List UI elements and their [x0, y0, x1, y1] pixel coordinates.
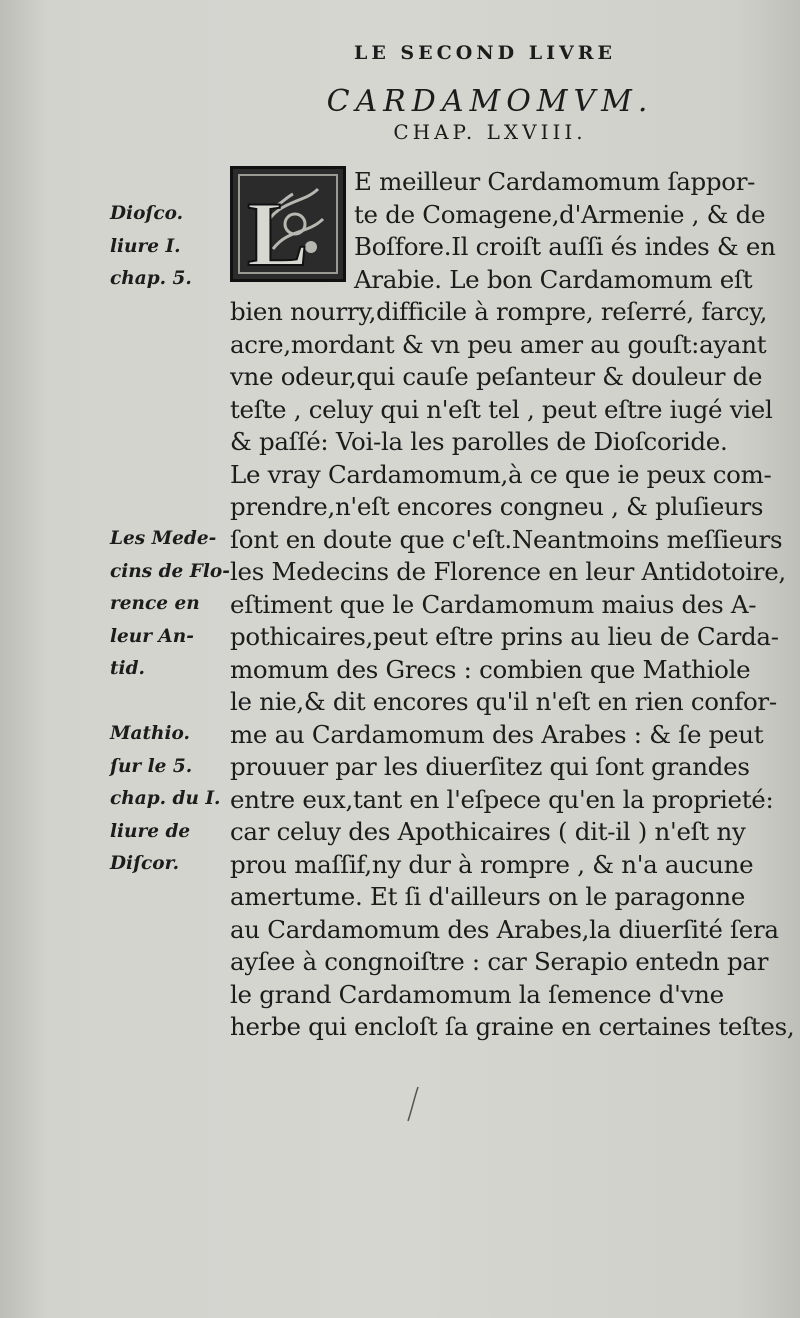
- ink-mark-icon: [400, 1085, 430, 1125]
- text-line: Le vray Cardamomum,à ce que ie peux com-: [230, 459, 772, 489]
- margin-note-line: chap. 5.: [110, 268, 192, 289]
- margin-note-line: Mathio.: [110, 723, 190, 744]
- chapter-number: CHAP. LXVIII.: [393, 120, 587, 144]
- text-line: prendre,n'eſt encores congneu , & pluſieurs: [230, 492, 764, 521]
- margin-note-line: leur An-: [110, 625, 194, 647]
- margin-note-line: Diſcor.: [110, 853, 180, 874]
- text-line: prou maſſif,ny dur à rompre , & n'a aucune: [230, 849, 754, 879]
- body-text: [230, 166, 795, 1044]
- text-line: car celuy des Apothicaires ( dit-il ) n'eſt ny: [230, 817, 746, 846]
- margin-note-line: liure I.: [110, 235, 181, 257]
- margin-note-line: Dioſco.: [110, 203, 184, 224]
- margin-note-line: cins de Flo-: [110, 560, 230, 582]
- text-line: bien nourry,difficile à rompre, reſerré, farcy,: [230, 297, 768, 326]
- text-line: prouuer par les diuerſitez qui ſont grandes: [230, 752, 750, 781]
- text-line: acre,mordant & vn peu amer au gouſt:ayant: [230, 329, 767, 359]
- margin-note-line: ſur le 5.: [110, 755, 193, 777]
- text-line: le nie,& dit encores qu'il n'eſt en rien confor-: [230, 687, 777, 716]
- text-line: & paſſé: Voi-la les parolles de Dioſcoride.: [230, 427, 728, 456]
- margin-note-line: tid.: [110, 658, 145, 679]
- text-line: au Cardamomum des Arabes,la diuerſité ſera: [230, 914, 779, 944]
- text-line: Boſfore.Il croiſt auſſi és indes & en: [354, 232, 776, 261]
- text-line: pothicaires,peut eſtre prins au lieu de Carda-: [230, 622, 779, 651]
- margin-note-line: rence en: [110, 593, 200, 614]
- chapter-title: CARDAMOMVM.: [326, 84, 654, 119]
- text-line: te de Comagene,d'Armenie , & de: [354, 199, 766, 229]
- margin-note-line: chap. du I.: [110, 788, 221, 809]
- text-line: les Medecins de Florence en leur Antidotoire,: [230, 557, 786, 586]
- initial-letter: L: [247, 183, 309, 279]
- margin-note-line: Les Mede-: [110, 528, 217, 549]
- running-head: LE SECOND LIVRE: [353, 42, 617, 64]
- text-line: ayſee à congnoiſtre : car Serapio entedn par: [230, 947, 769, 976]
- text-line: herbe qui encloſt ſa graine en certaines teſtes,: [230, 1012, 795, 1041]
- margin-note-florence: [110, 523, 228, 686]
- margin-note-mathiole: [110, 718, 228, 881]
- text-line: eſtiment que le Cardamomum maius des A-: [230, 589, 757, 619]
- text-line: momum des Grecs : combien que Mathiole: [230, 654, 751, 684]
- text-line: le grand Cardamomum la ſemence d'vne: [230, 979, 724, 1009]
- text-line: E meilleur Cardamomum ſappor-: [354, 167, 756, 196]
- text-line: teſte , celuy qui n'eſt tel , peut eſtre iugé viel: [230, 394, 773, 424]
- text-line: ſont en doute que c'eſt.Neantmoins meſſieurs: [230, 524, 783, 554]
- margin-note-dioscorides: [110, 198, 228, 296]
- text-line: amertume. Et ſi d'ailleurs on le paragonne: [230, 882, 746, 911]
- text-line: vne odeur,qui cauſe peſanteur & douleur de: [230, 362, 763, 391]
- text-line: Arabie. Le bon Cardamomum eſt: [354, 264, 753, 294]
- text-line: entre eux,tant en l'eſpece qu'en la proprieté:: [230, 784, 774, 814]
- text-line: me au Cardamomum des Arabes : & ſe peut: [230, 719, 764, 749]
- margin-note-line: liure de: [110, 820, 191, 842]
